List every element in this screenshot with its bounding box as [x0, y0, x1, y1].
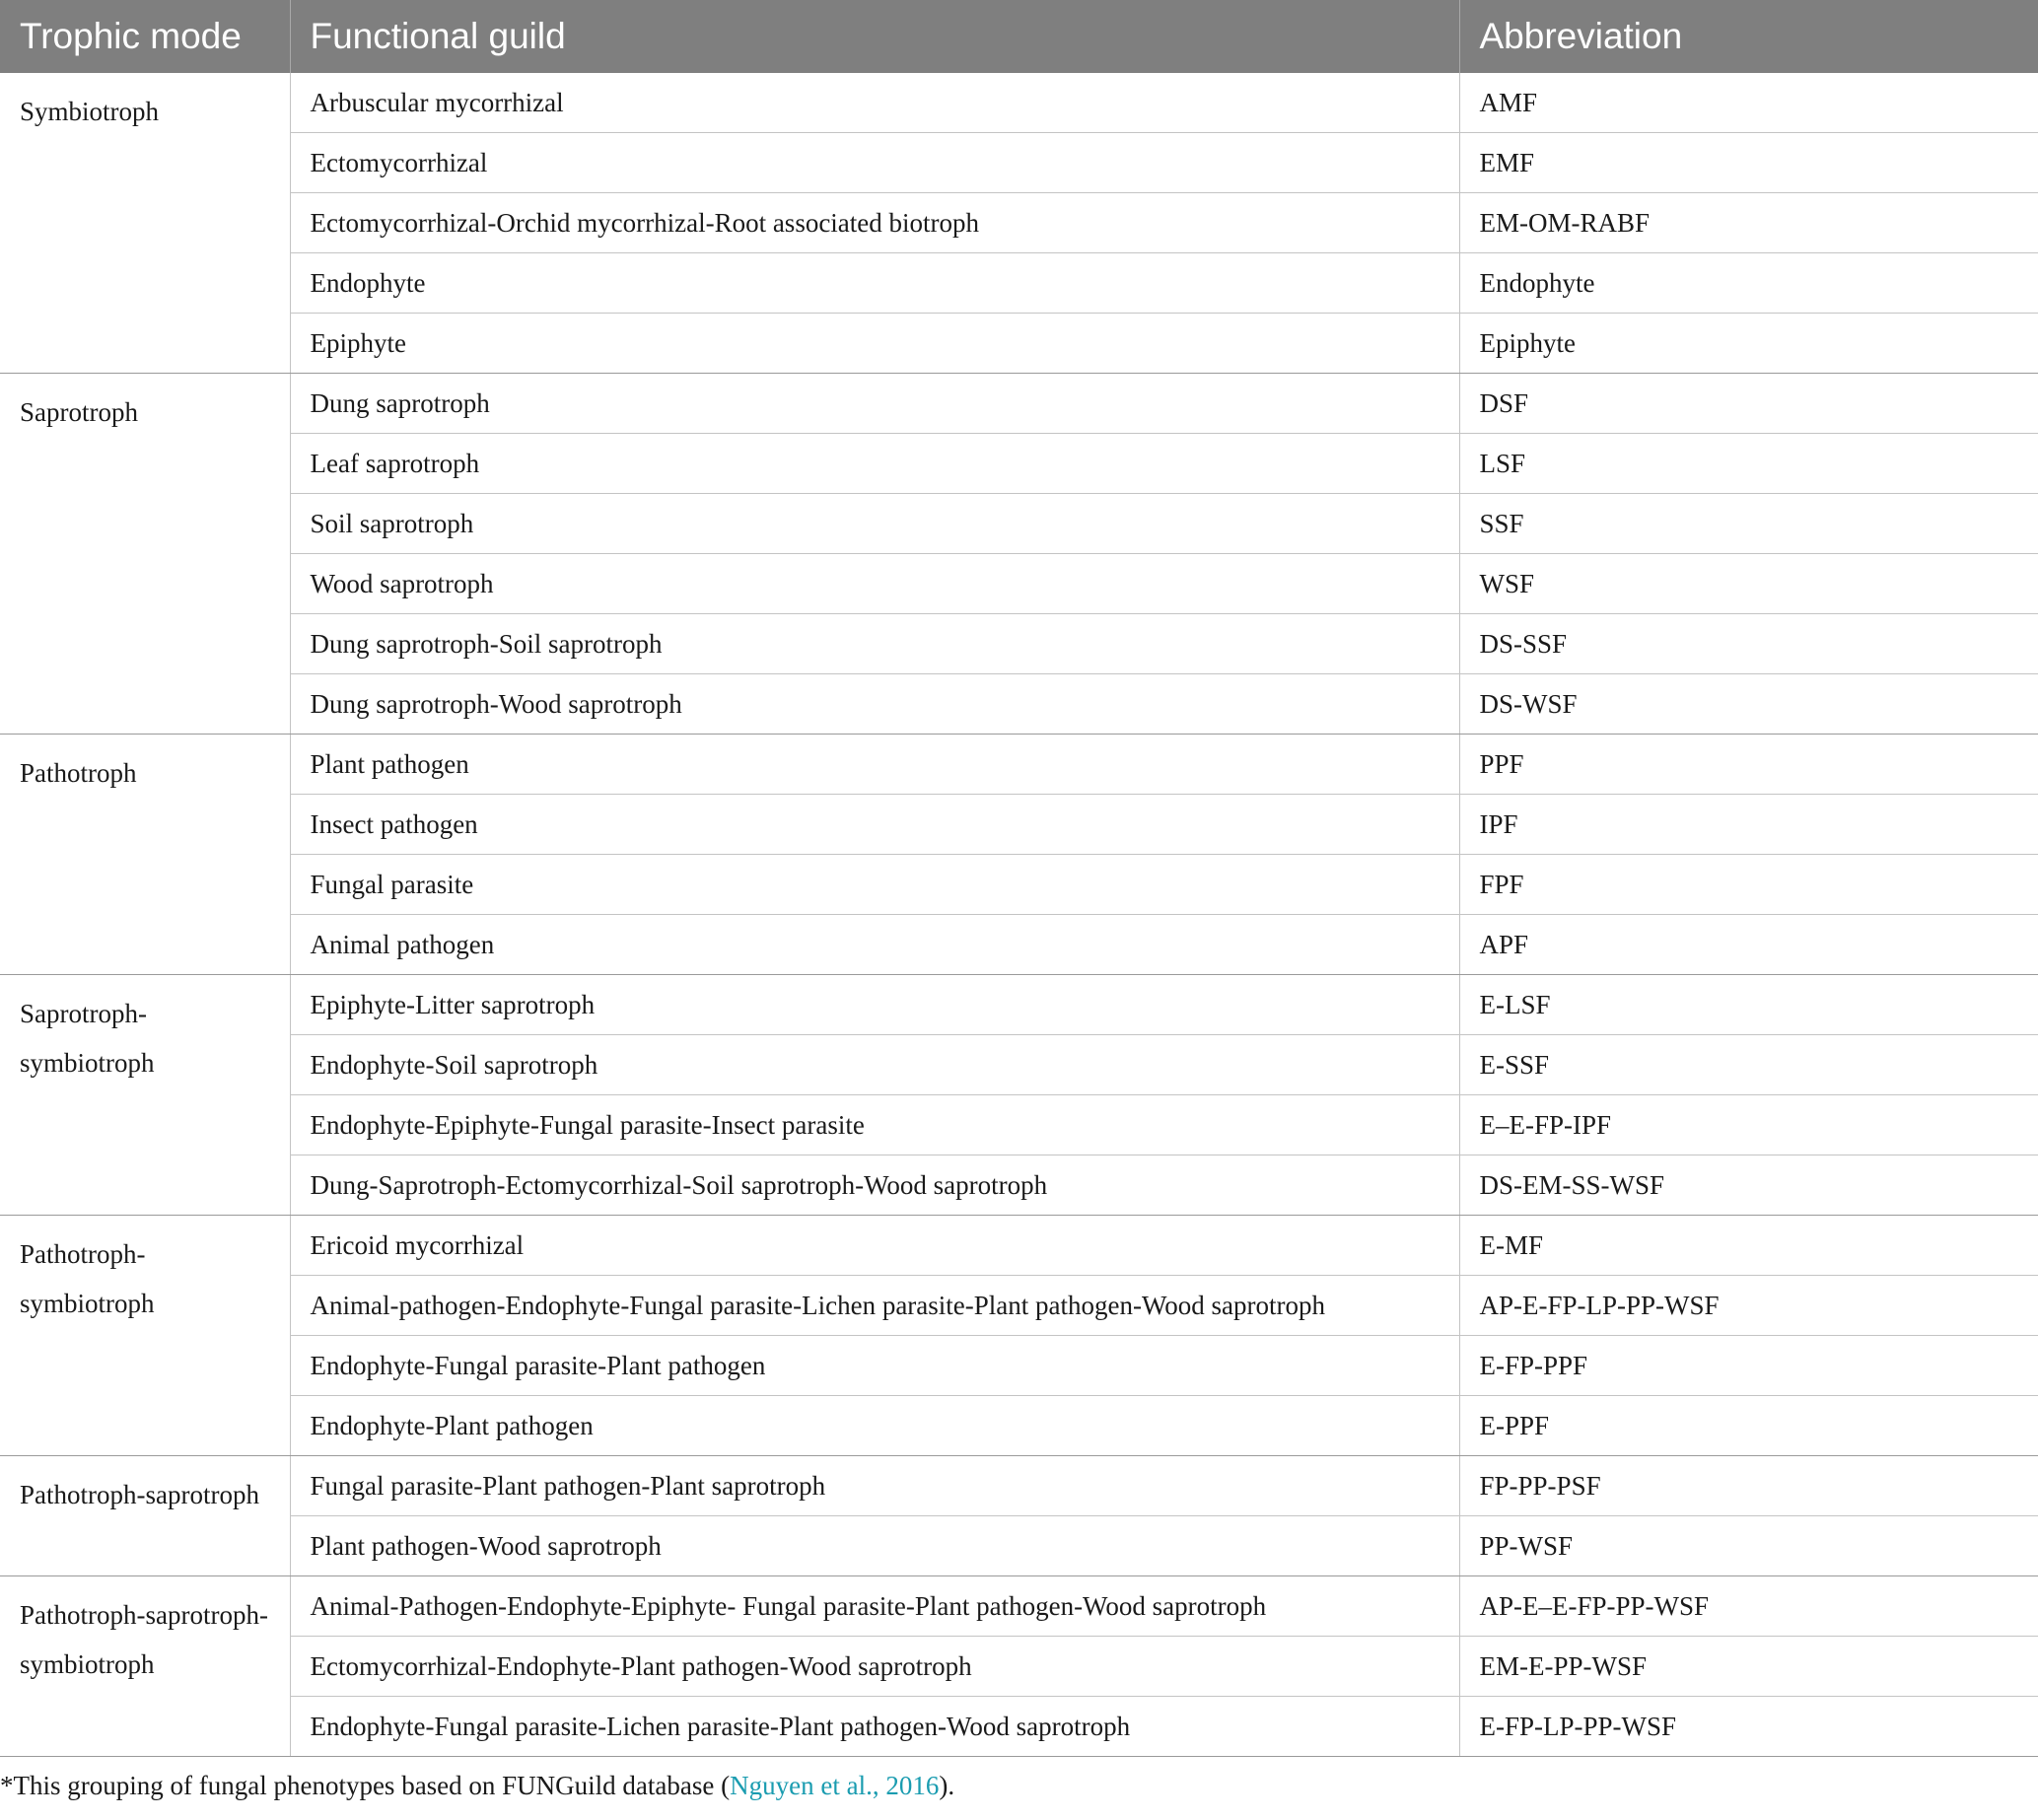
abbreviation-cell: EM-E-PP-WSF	[1459, 1637, 2038, 1697]
abbreviation-cell: DS-EM-SS-WSF	[1459, 1155, 2038, 1216]
abbreviation-cell: FP-PP-PSF	[1459, 1456, 2038, 1516]
table-row	[0, 133, 2038, 193]
citation-link[interactable]: Nguyen et al., 2016	[730, 1771, 940, 1800]
functional-guild-cell: Ectomycorrhizal-Endophyte-Plant pathogen-Wood saprotroph	[290, 1637, 1459, 1697]
functional-guild-cell: Animal-Pathogen-Endophyte-Epiphyte- Fungal parasite-Plant pathogen-Wood saprotroph	[290, 1576, 1459, 1637]
header-functional-guild: Functional guild	[290, 0, 1459, 73]
functional-guild-cell: Wood saprotroph	[290, 554, 1459, 614]
table-row	[0, 73, 2038, 133]
functional-guild-cell: Soil saprotroph	[290, 494, 1459, 554]
functional-guild-cell: Insect pathogen	[290, 795, 1459, 855]
abbreviation-cell: E-SSF	[1459, 1035, 2038, 1095]
functional-guild-cell: Animal-pathogen-Endophyte-Fungal parasite-Lichen parasite-Plant pathogen-Wood saprotroph	[290, 1276, 1459, 1336]
functional-guild-cell: Arbuscular mycorrhizal	[290, 73, 1459, 133]
table-row	[0, 494, 2038, 554]
trophic-mode-cell: Symbiotroph	[0, 73, 290, 374]
functional-guild-cell: Plant pathogen	[290, 735, 1459, 795]
abbreviation-cell: Endophyte	[1459, 253, 2038, 314]
abbreviation-cell: WSF	[1459, 554, 2038, 614]
abbreviation-cell: E–E-FP-IPF	[1459, 1095, 2038, 1155]
table-row	[0, 855, 2038, 915]
abbreviation-cell: DSF	[1459, 374, 2038, 434]
table-row	[0, 1336, 2038, 1396]
table-row	[0, 1697, 2038, 1757]
abbreviation-cell: LSF	[1459, 434, 2038, 494]
functional-guild-cell: Leaf saprotroph	[290, 434, 1459, 494]
table-row	[0, 253, 2038, 314]
abbreviation-cell: FPF	[1459, 855, 2038, 915]
table-row	[0, 193, 2038, 253]
functional-guild-cell: Dung-Saprotroph-Ectomycorrhizal-Soil saprotroph-Wood saprotroph	[290, 1155, 1459, 1216]
functional-guild-cell: Fungal parasite	[290, 855, 1459, 915]
functional-guild-cell: Ectomycorrhizal-Orchid mycorrhizal-Root associated biotroph	[290, 193, 1459, 253]
table-row	[0, 674, 2038, 735]
abbreviation-cell: E-MF	[1459, 1216, 2038, 1276]
table-row	[0, 1456, 2038, 1516]
trophic-mode-cell: Saprotroph-symbiotroph	[0, 975, 290, 1216]
abbreviation-cell: EM-OM-RABF	[1459, 193, 2038, 253]
header-trophic-mode: Trophic mode	[0, 0, 290, 73]
functional-guild-cell: Endophyte	[290, 253, 1459, 314]
functional-guild-cell: Plant pathogen-Wood saprotroph	[290, 1516, 1459, 1576]
abbreviation-cell: APF	[1459, 915, 2038, 975]
table-row	[0, 1216, 2038, 1276]
table-row	[0, 1095, 2038, 1155]
table-row	[0, 374, 2038, 434]
abbreviation-cell: DS-WSF	[1459, 674, 2038, 735]
abbreviation-cell: EMF	[1459, 133, 2038, 193]
functional-guild-cell: Endophyte-Epiphyte-Fungal parasite-Insect parasite	[290, 1095, 1459, 1155]
footnote-text: *This grouping of fungal phenotypes based on FUNGuild database (	[0, 1771, 731, 1800]
table-row	[0, 614, 2038, 674]
header-row	[0, 0, 2038, 73]
functional-guild-cell: Dung saprotroph	[290, 374, 1459, 434]
functional-guild-cell: Endophyte-Soil saprotroph	[290, 1035, 1459, 1095]
trophic-mode-cell: Pathotroph-symbiotroph	[0, 1216, 290, 1456]
table-row	[0, 915, 2038, 975]
abbreviation-cell: E-FP-PPF	[1459, 1336, 2038, 1396]
abbreviation-cell: PPF	[1459, 735, 2038, 795]
abbreviation-cell: PP-WSF	[1459, 1516, 2038, 1576]
functional-guild-cell: Epiphyte	[290, 314, 1459, 374]
table-row	[0, 1035, 2038, 1095]
abbreviation-cell: E-LSF	[1459, 975, 2038, 1035]
header-abbreviation: Abbreviation	[1459, 0, 2038, 73]
abbreviation-cell: AMF	[1459, 73, 2038, 133]
trophic-mode-cell: Pathotroph	[0, 735, 290, 975]
abbreviation-cell: DS-SSF	[1459, 614, 2038, 674]
table-row	[0, 1576, 2038, 1637]
table-body	[0, 73, 2038, 1757]
functional-guild-cell: Fungal parasite-Plant pathogen-Plant saprotroph	[290, 1456, 1459, 1516]
functional-guild-cell: Epiphyte-Litter saprotroph	[290, 975, 1459, 1035]
footnote-end: ).	[939, 1771, 955, 1800]
functional-guild-cell: Endophyte-Plant pathogen	[290, 1396, 1459, 1456]
functional-guild-cell: Ectomycorrhizal	[290, 133, 1459, 193]
table-row	[0, 735, 2038, 795]
abbreviation-cell: AP-E–E-FP-PP-WSF	[1459, 1576, 2038, 1637]
functional-guild-cell: Endophyte-Fungal parasite-Lichen parasite-Plant pathogen-Wood saprotroph	[290, 1697, 1459, 1757]
trophic-mode-cell: Pathotroph-saprotroph-symbiotroph	[0, 1576, 290, 1757]
table-row	[0, 434, 2038, 494]
table-row	[0, 554, 2038, 614]
table-row	[0, 1276, 2038, 1336]
trophic-mode-cell: Saprotroph	[0, 374, 290, 735]
table-row	[0, 1396, 2038, 1456]
abbreviation-cell: E-PPF	[1459, 1396, 2038, 1456]
table-row	[0, 975, 2038, 1035]
table-footnote	[0, 1768, 2038, 1803]
table-row	[0, 795, 2038, 855]
functional-guild-cell: Dung saprotroph-Soil saprotroph	[290, 614, 1459, 674]
functional-guild-cell: Endophyte-Fungal parasite-Plant pathogen	[290, 1336, 1459, 1396]
trophic-mode-cell: Pathotroph-saprotroph	[0, 1456, 290, 1576]
table-row	[0, 1637, 2038, 1697]
table-row	[0, 1155, 2038, 1216]
abbreviation-cell: SSF	[1459, 494, 2038, 554]
abbreviation-cell: IPF	[1459, 795, 2038, 855]
functional-guild-cell: Animal pathogen	[290, 915, 1459, 975]
functional-guild-cell: Ericoid mycorrhizal	[290, 1216, 1459, 1276]
abbreviation-cell: AP-E-FP-LP-PP-WSF	[1459, 1276, 2038, 1336]
table-row	[0, 314, 2038, 374]
functional-guild-cell: Dung saprotroph-Wood saprotroph	[290, 674, 1459, 735]
abbreviation-cell: Epiphyte	[1459, 314, 2038, 374]
abbreviation-cell: E-FP-LP-PP-WSF	[1459, 1697, 2038, 1757]
table-row	[0, 1516, 2038, 1576]
